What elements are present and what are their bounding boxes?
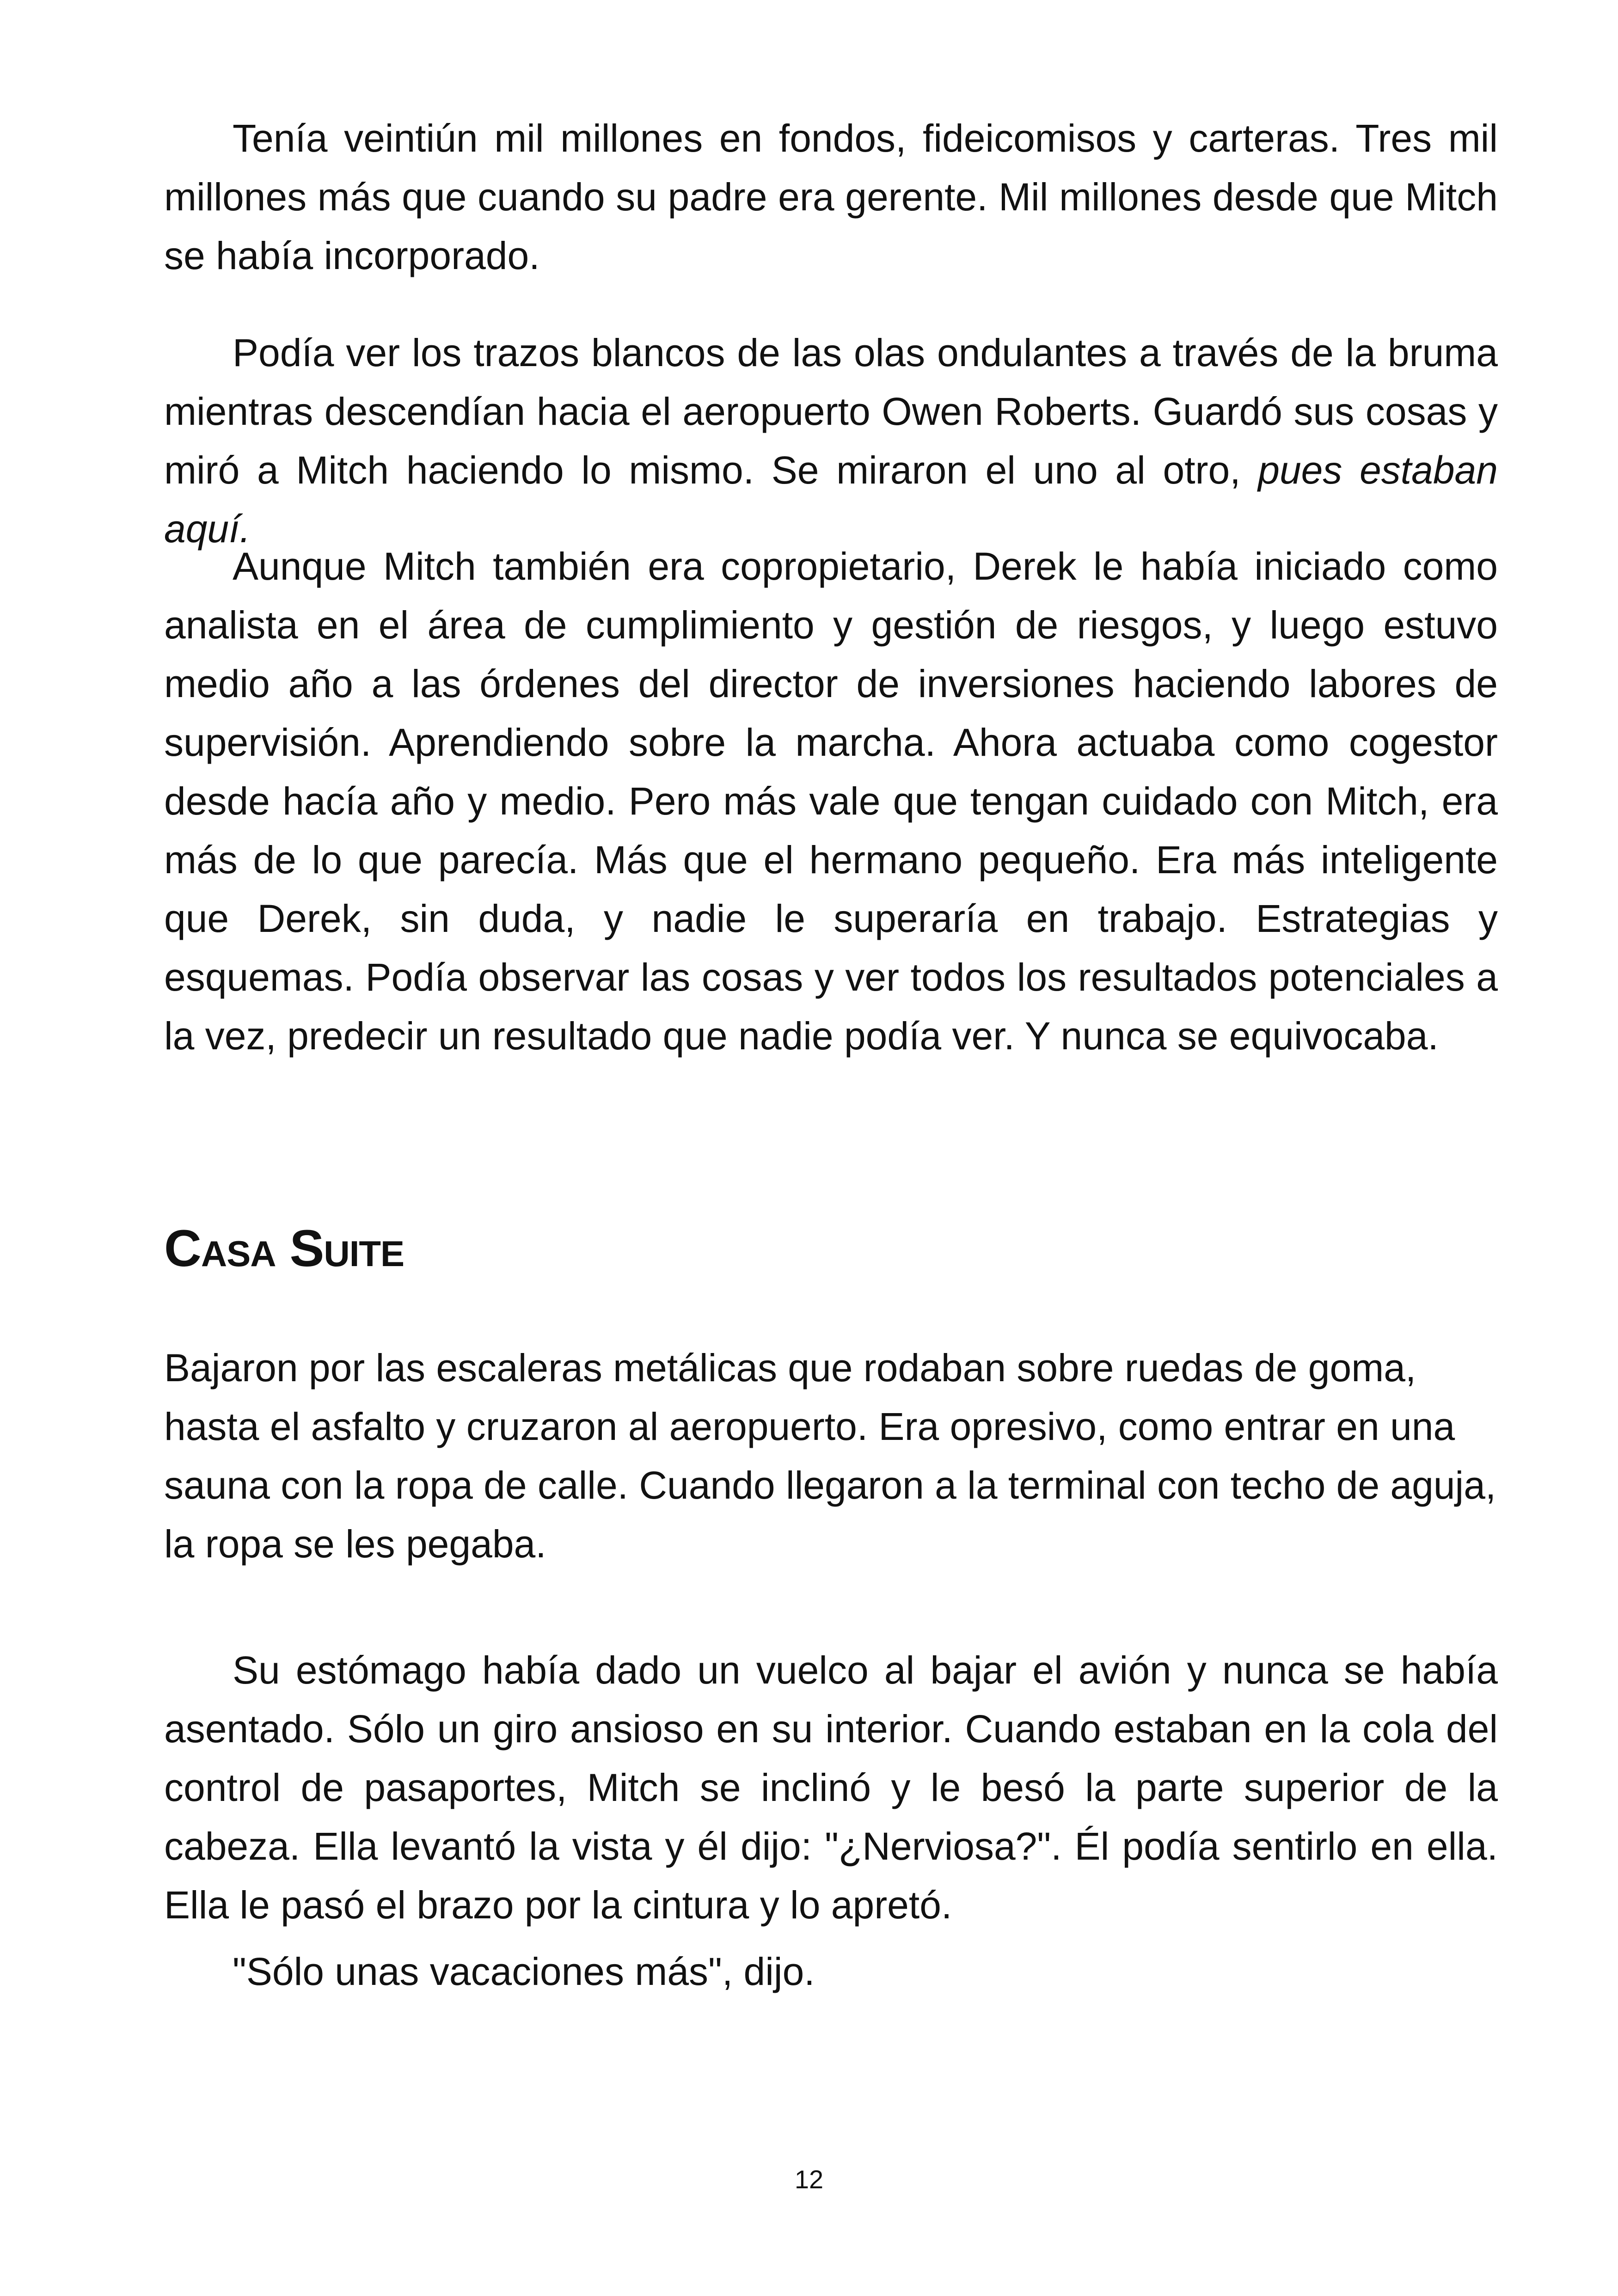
paragraph-mitch-background: Aunque Mitch también era copropietario, Derek le había iniciado como analista en el área de cumplimiento y gestión de riesgos, y luego estuvo medio año a las órdenes del director de inversiones haciendo labores de supervisión. Aprendiendo sobre la marcha. Ahora actuaba como cogestor desde hacía año y medio. Pero más vale que tengan cuidado con Mitch, era más de lo que parecía. Más que el hermano pequeño. Era más inteligente que Derek, sin duda, y nadie le superaría en trabajo. Estrategias y esquemas. Podía observar las cosas y ver todos los resultados potenciales a la vez, predecir un resultado que nadie podía ver. Y nunca se equivocaba.	[164, 545, 1498, 1058]
section-heading: Casa Suite	[164, 1219, 404, 1277]
paragraph-dialogue: "Sólo unas vacaciones más", dijo.	[233, 1950, 815, 1993]
italic-phrase: pues estaban aquí.	[164, 448, 1498, 551]
paragraph-passport-control: Su estómago había dado un vuelco al bajar el avión y nunca se había asentado. Sólo un giro ansioso en su interior. Cuando estaban en la cola del control de pasaportes, Mitch se inclinó y le besó la parte superior de la cabeza. Ella levantó la vista y él dijo: "¿Nerviosa?". Él podía sentirlo en ella. Ella le pasó el brazo por la cintura y lo apretó.	[164, 1648, 1498, 1927]
paragraph-fund-holdings: Tenía veintiún mil millones en fondos, fideicomisos y carteras. Tres mil millones más que cuando su padre era gerente. Mil millones desde que Mitch se había incorporado.	[164, 116, 1498, 277]
paragraph-text: Podía ver los trazos blancos de las olas ondulantes a través de la bruma mientras descendían hacia el aeropuerto Owen Roberts. Guardó sus cosas y miró a Mitch haciendo lo mismo. Se miraron el uno al otro,	[164, 331, 1498, 492]
page-number: 12	[794, 2165, 824, 2194]
paragraph-arrival: Bajaron por las escaleras metálicas que rodaban sobre ruedas de goma, hasta el asfalto y cruzaron al aeropuerto. Era opresivo, como entrar en una sauna con la ropa de calle. Cuando llegaron a la terminal con techo de aguja, la ropa se les pegaba.	[164, 1346, 1496, 1566]
paragraph-airport-descent	[164, 324, 1498, 558]
